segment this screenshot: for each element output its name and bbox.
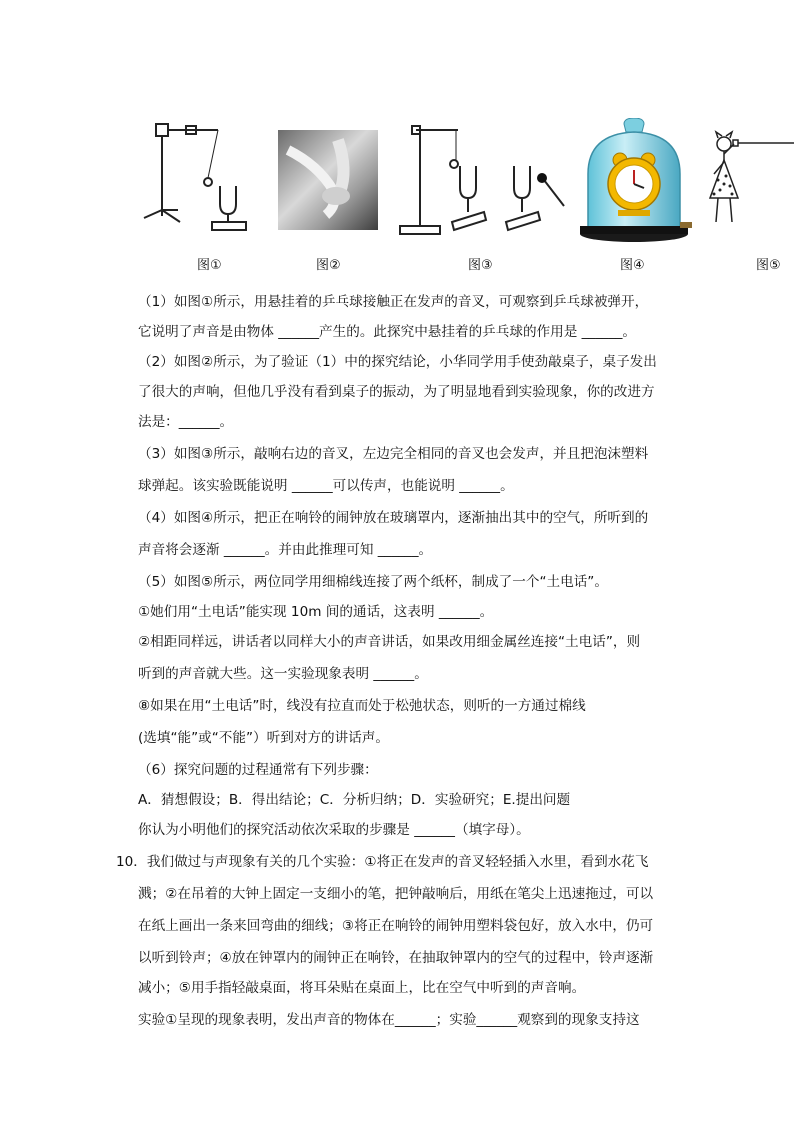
text-line: （1）如图①所示，用悬挂着的乒乓球接触正在发声的音叉，可观察到乒乓球被弹开， xyxy=(138,294,649,310)
figure-2-image xyxy=(278,130,378,230)
figure-4-caption: 图④ xyxy=(620,258,645,273)
text-line: （3）如图③所示，敲响右边的音叉，左边完全相同的音叉也会发声，并且把泡沫塑料 xyxy=(138,446,649,462)
text-line: 在纸上画出一条来回弯曲的细线；③将正在响铃的闹钟用塑料袋包好，放入水中，仍可 xyxy=(138,918,654,934)
text-line: 听到的声音就大些。这一实验现象表明 ______。 xyxy=(138,666,428,682)
text-line: （2）如图②所示，为了验证（1）中的探究结论，小华同学用手使劲敲桌子，桌子发出 xyxy=(138,354,657,370)
text-line: 你认为小明他们的探究活动依次采取的步骤是 ______（填字母）。 xyxy=(138,822,530,838)
text-line: 声音将会逐渐 ______。并由此推理可知 ______。 xyxy=(138,542,433,558)
figure-5-caption: 图⑤ xyxy=(756,258,781,273)
text-line: 实验①呈现的现象表明，发出声音的物体在______；实验______观察到的现象支持这 xyxy=(138,1012,640,1028)
figure-1-caption: 图① xyxy=(197,258,222,273)
text-line: ②相距同样远，讲话者以同样大小的声音讲话，如果改用细金属丝连接“土电话”，则 xyxy=(138,634,641,650)
text-line: 减小；⑤用手指轻敲桌面，将耳朵贴在桌面上，比在空气中听到的声音响。 xyxy=(138,980,586,996)
text-line: (选填“能”或“不能”）听到对方的讲话声。 xyxy=(138,730,389,746)
text-line: 了很大的声响，但他几乎没有看到桌子的振动，为了明显地看到实验现象，你的改进方 xyxy=(138,384,655,400)
text-line: ①她们用“土电话”能实现 10m 间的通话，这表明 ______。 xyxy=(138,604,494,620)
question-10-line: 10．我们做过与声现象有关的几个实验：①将正在发声的音叉轻轻插入水里，看到水花飞 xyxy=(116,854,649,870)
text-line: 溅；②在吊着的大钟上固定一支细小的笔，把钟敲响后，用纸在笔尖上迅速拖过，可以 xyxy=(138,886,654,902)
text-line: （6）探究问题的过程通常有下列步骤： xyxy=(138,762,378,778)
figure-5-image xyxy=(700,130,794,230)
text-line: A．猜想假设；B．得出结论；C．分析归纳；D．实验研究；E.提出问题 xyxy=(138,792,571,808)
text-line: （4）如图④所示，把正在响铃的闹钟放在玻璃罩内，逐渐抽出其中的空气，所听到的 xyxy=(138,510,649,526)
text-line: 它说明了声音是由物体 ______产生的。此探究中悬挂着的乒乓球的作用是 ______。 xyxy=(138,324,637,340)
text-line: ⑧如果在用“土电话”时，线没有拉直而处于松弛状态，则听的一方通过棉线 xyxy=(138,698,586,714)
text-line: 球弹起。该实验既能说明 ______可以传声，也能说明 ______。 xyxy=(138,478,514,494)
figure-1-image xyxy=(138,118,258,238)
text-line: 以听到铃声；④放在钟罩内的闹钟正在响铃，在抽取钟罩内的空气的过程中，铃声逐渐 xyxy=(138,950,654,966)
text-line: 法是：______。 xyxy=(138,414,234,430)
figure-4-image xyxy=(576,118,694,248)
figure-2-caption: 图② xyxy=(316,258,341,273)
text-line: （5）如图⑤所示，两位同学用细棉线连接了两个纸杯，制成了一个“土电话”。 xyxy=(138,574,608,590)
figure-strip xyxy=(0,118,794,278)
figure-3-caption: 图③ xyxy=(468,258,493,273)
figure-3-image xyxy=(398,118,568,238)
